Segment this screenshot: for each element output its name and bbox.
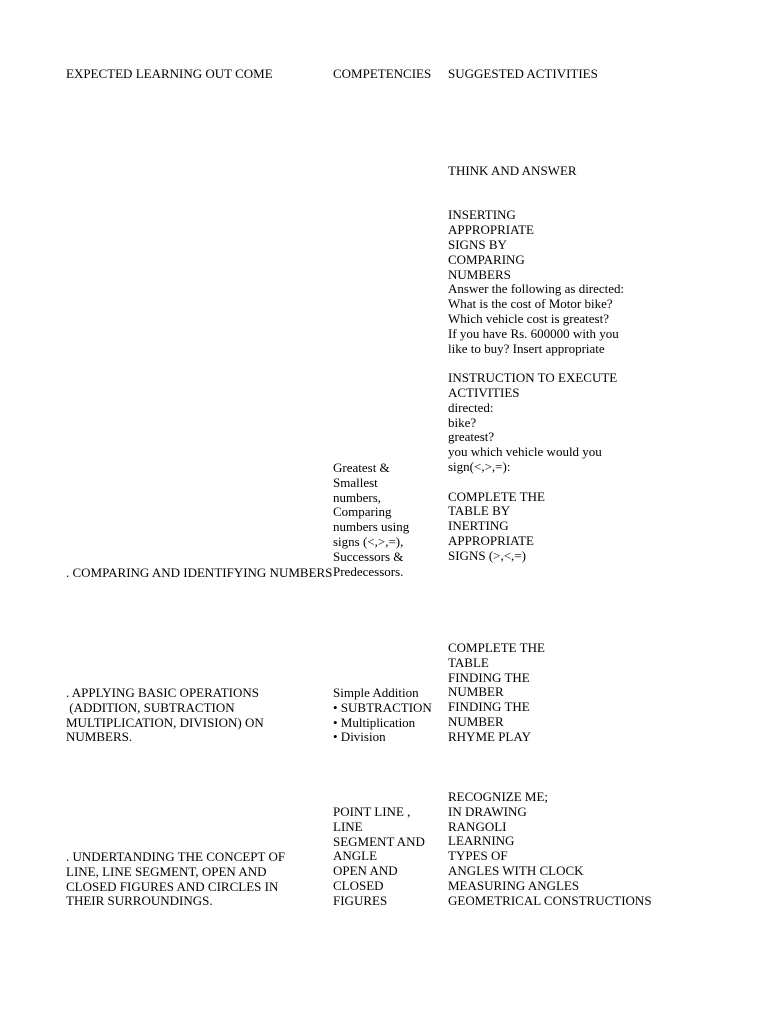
activity-line: [448, 179, 624, 194]
activity-line: GEOMETRICAL CONSTRUCTIONS: [448, 892, 652, 908]
outcome-line: . UNDERTANDING THE CONCEPT OF: [66, 849, 286, 864]
competency-line: LINE: [333, 818, 363, 834]
outcome-line: LINE, LINE SEGMENT, OPEN AND: [66, 863, 267, 879]
activity-line: Answer the following as directed:: [448, 281, 625, 297]
competency-line: POINT LINE ,: [333, 804, 411, 819]
activity-line: INSERTING: [448, 207, 516, 223]
activity-line: THINK AND ANSWER: [448, 163, 577, 178]
activity-line: like to buy? Insert appropriate: [448, 340, 605, 356]
competency-line: Smallest: [333, 474, 378, 490]
outcome-line: NUMBERS.: [66, 729, 133, 745]
competency-line: Greatest &: [333, 460, 390, 475]
activity-line: RECOGNIZE ME;: [448, 789, 549, 804]
row1-competencies: [333, 461, 409, 579]
activity-line: INERTING: [448, 518, 509, 534]
competency-line: SEGMENT AND: [333, 833, 425, 849]
activity-line: NUMBER: [448, 713, 504, 729]
competency-line: OPEN AND: [333, 863, 398, 879]
outcome-line: THEIR SURROUNDINGS.: [66, 893, 213, 909]
outcome-line: MULTIPLICATION, DIVISION) ON: [66, 714, 264, 730]
activity-line: RHYME PLAY: [448, 728, 531, 744]
header-activities: SUGGESTED ACTIVITIES: [448, 66, 598, 81]
activity-line: greatest?: [448, 429, 495, 445]
activity-line: [448, 356, 624, 371]
activity-line: you which vehicle would you: [448, 444, 602, 460]
competency-line: • Division: [333, 729, 386, 745]
activity-line: INSTRUCTION TO EXECUTE: [448, 370, 618, 386]
competency-line: Successors &: [333, 548, 404, 564]
outcome-line: . APPLYING BASIC OPERATIONS: [66, 685, 260, 700]
activity-line: LEARNING: [448, 833, 515, 849]
competency-line: ANGLE: [333, 848, 378, 864]
activity-line: What is the cost of Motor bike?: [448, 296, 613, 312]
activity-line: APPROPRIATE: [448, 532, 534, 548]
activity-line: IN DRAWING: [448, 803, 527, 819]
competency-line: • SUBTRACTION: [333, 699, 432, 715]
outcome-line: . COMPARING AND IDENTIFYING NUMBERS: [66, 566, 333, 580]
outcome-line: (ADDITION, SUBTRACTION: [66, 699, 235, 715]
activity-line: Which vehicle cost is greatest?: [448, 310, 609, 326]
row2-activities: [448, 641, 545, 745]
row2-competencies: [333, 686, 432, 745]
activity-line: ANGLES WITH CLOCK: [448, 862, 584, 878]
competency-line: numbers using: [333, 519, 410, 535]
activity-line: directed:: [448, 399, 494, 415]
row3-outcome: [66, 850, 285, 909]
header-outcome: EXPECTED LEARNING OUT COME: [66, 66, 273, 81]
competency-line: Simple Addition: [333, 685, 419, 700]
activity-line: [448, 194, 624, 209]
activity-line: FINDING THE: [448, 669, 530, 685]
row3-activities: [448, 790, 652, 908]
activity-line: SIGNS (>,<,=): [448, 547, 526, 563]
activity-line: NUMBER: [448, 684, 504, 700]
activity-line: TABLE BY: [448, 503, 511, 519]
activity-line: bike?: [448, 414, 477, 430]
activity-line: RANGOLI: [448, 818, 507, 834]
activity-line: COMPLETE THE: [448, 488, 545, 504]
activity-line: COMPLETE THE: [448, 640, 545, 655]
row1-activities: [448, 164, 624, 564]
competency-line: FIGURES: [333, 892, 388, 908]
activity-line: SIGNS BY: [448, 236, 507, 252]
competency-line: • Multiplication: [333, 714, 416, 730]
activity-line: TYPES OF: [448, 848, 508, 864]
activity-line: sign(<,>,=):: [448, 458, 511, 474]
activity-line: ACTIVITIES: [448, 384, 520, 400]
header-competencies: COMPETENCIES: [333, 66, 432, 81]
outcome-line: CLOSED FIGURES AND CIRCLES IN: [66, 878, 279, 894]
activity-line: If you have Rs. 600000 with you: [448, 325, 619, 341]
competency-line: signs (<,>,=),: [333, 533, 404, 549]
competency-line: numbers,: [333, 489, 382, 505]
activity-line: NUMBERS: [448, 266, 511, 282]
competency-line: Comparing: [333, 504, 392, 520]
activity-line: MEASURING ANGLES: [448, 877, 580, 893]
activity-line: [448, 475, 624, 490]
activity-line: FINDING THE: [448, 699, 530, 715]
row1-outcome: [66, 566, 333, 581]
activity-line: APPROPRIATE: [448, 222, 534, 238]
activity-line: TABLE: [448, 654, 489, 670]
row2-outcome: [66, 686, 264, 745]
competency-line: Predecessors.: [333, 563, 404, 579]
activity-line: COMPARING: [448, 251, 525, 267]
competency-line: CLOSED: [333, 877, 384, 893]
row3-competencies: [333, 805, 425, 909]
